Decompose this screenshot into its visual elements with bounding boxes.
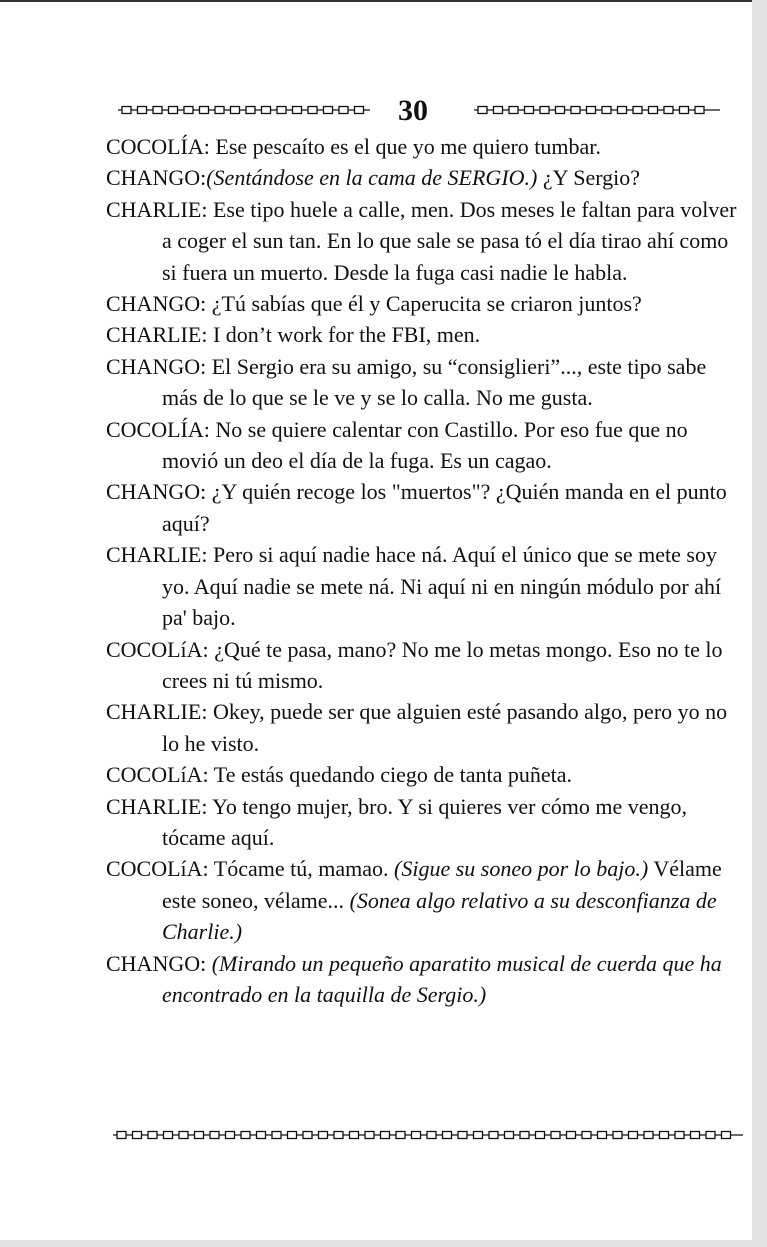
dialogue-text: El Sergio era su amigo, su “consiglieri”..., este tipo sabe más de lo que se le ve y se lo calla. No me gusta.	[162, 353, 707, 411]
dialogue-entry	[106, 319, 746, 350]
dialogue-entry	[106, 791, 746, 854]
dialogue-text: Ese tipo huele a calle, men. Dos meses le faltan para volver a coger el sun tan. En lo que sale se pasa tó el día tirao ahí como si fuera un muerto. Desde la fuga casi nadie le habla.	[162, 196, 737, 285]
page-number: 30	[398, 94, 428, 127]
dialogue-text: Yo tengo mujer, bro. Y si quieres ver cómo me vengo, tócame aquí.	[162, 793, 688, 850]
script-text	[106, 131, 746, 1010]
page-bottom-edge	[0, 1240, 767, 1247]
dialogue-entry	[106, 634, 746, 697]
dialogue-entry	[106, 853, 746, 947]
speaker-name: CHANGO:	[106, 353, 207, 379]
dialogue-text: I don’t work for the FBI, men.	[207, 322, 481, 348]
dialogue-text: ¿Qué te pasa, mano? No me lo metas mongo. Eso no te lo crees ni tú mismo.	[162, 636, 723, 693]
header-ornament-left	[118, 105, 370, 115]
dialogue-text: Okey, puede ser que alguien esté pasando algo, pero yo no lo he visto.	[162, 699, 728, 756]
speaker-name: CHARLIE:	[106, 322, 208, 348]
stage-direction: (Mirando un pequeño aparatito musical de cuerda que ha encontrado en la taquilla de Sergio.)	[162, 950, 722, 1007]
dialogue-text: Te estás quedando ciego de tanta puñeta.	[208, 762, 573, 788]
speaker-name: COCOLíA:	[106, 856, 209, 882]
dialogue-text: Tócame tú, mamao.	[208, 856, 395, 882]
dialogue-text: ¿Y Sergio?	[537, 165, 641, 191]
dialogue-text: Pero si aquí nadie hace ná. Aquí el único que se mete soy yo. Aquí nadie se mete ná. Ni aquí ni en ningún módulo por ahí pa' bajo.	[162, 542, 722, 631]
dialogue-entry	[106, 476, 746, 539]
speaker-name: CHARLIE:	[106, 793, 208, 819]
dialogue-entry	[106, 351, 746, 414]
speaker-name: COCOLíA:	[106, 636, 209, 662]
dialogue-entry	[106, 288, 746, 319]
top-border	[0, 0, 752, 2]
stage-direction: (Sigue su soneo por lo bajo.)	[394, 856, 649, 882]
dialogue-entry	[106, 131, 746, 162]
footer-ornament	[113, 1130, 743, 1140]
dialogue-entry	[106, 162, 746, 193]
speaker-name: CHANGO:	[106, 291, 207, 317]
dialogue-text: Ese pescaíto es el que yo me quiero tumbar.	[209, 134, 601, 159]
speaker-name: COCOLÍA:	[106, 416, 210, 442]
speaker-name: CHARLIE:	[106, 196, 208, 222]
dialogue-entry	[106, 414, 746, 477]
dialogue-entry	[106, 539, 746, 633]
dialogue-entry	[106, 948, 746, 1011]
speaker-name: CHARLIE:	[106, 542, 208, 568]
speaker-name: COCOLíA:	[106, 762, 209, 788]
page-header	[0, 93, 752, 129]
stage-direction: (Sonea algo relativo a su desconfianza de Charlie.)	[162, 887, 717, 945]
page-edge	[752, 0, 767, 1247]
stage-direction: (Sentándose en la cama de SERGIO.)	[206, 165, 538, 191]
speaker-name: CHANGO:	[106, 479, 207, 505]
speaker-name: CHARLIE:	[106, 699, 208, 725]
dialogue-text: ¿Tú sabías que él y Caperucita se criaron juntos?	[206, 291, 642, 317]
dialogue-text: Vélame este soneo, vélame...	[162, 856, 722, 913]
dialogue-text: ¿Y quién recoge los "muertos"? ¿Quién manda en el punto aquí?	[162, 479, 727, 536]
speaker-name: CHANGO:	[106, 165, 207, 191]
dialogue-entry	[106, 696, 746, 759]
dialogue-text: No se quiere calentar con Castillo. Por eso fue que no movió un deo el día de la fuga. Es un cagao.	[162, 416, 688, 474]
dialogue-entry	[106, 759, 746, 790]
dialogue-entry	[106, 194, 746, 288]
header-ornament-right	[474, 105, 720, 115]
speaker-name: CHANGO:	[106, 950, 207, 976]
speaker-name: COCOLÍA:	[106, 134, 210, 159]
